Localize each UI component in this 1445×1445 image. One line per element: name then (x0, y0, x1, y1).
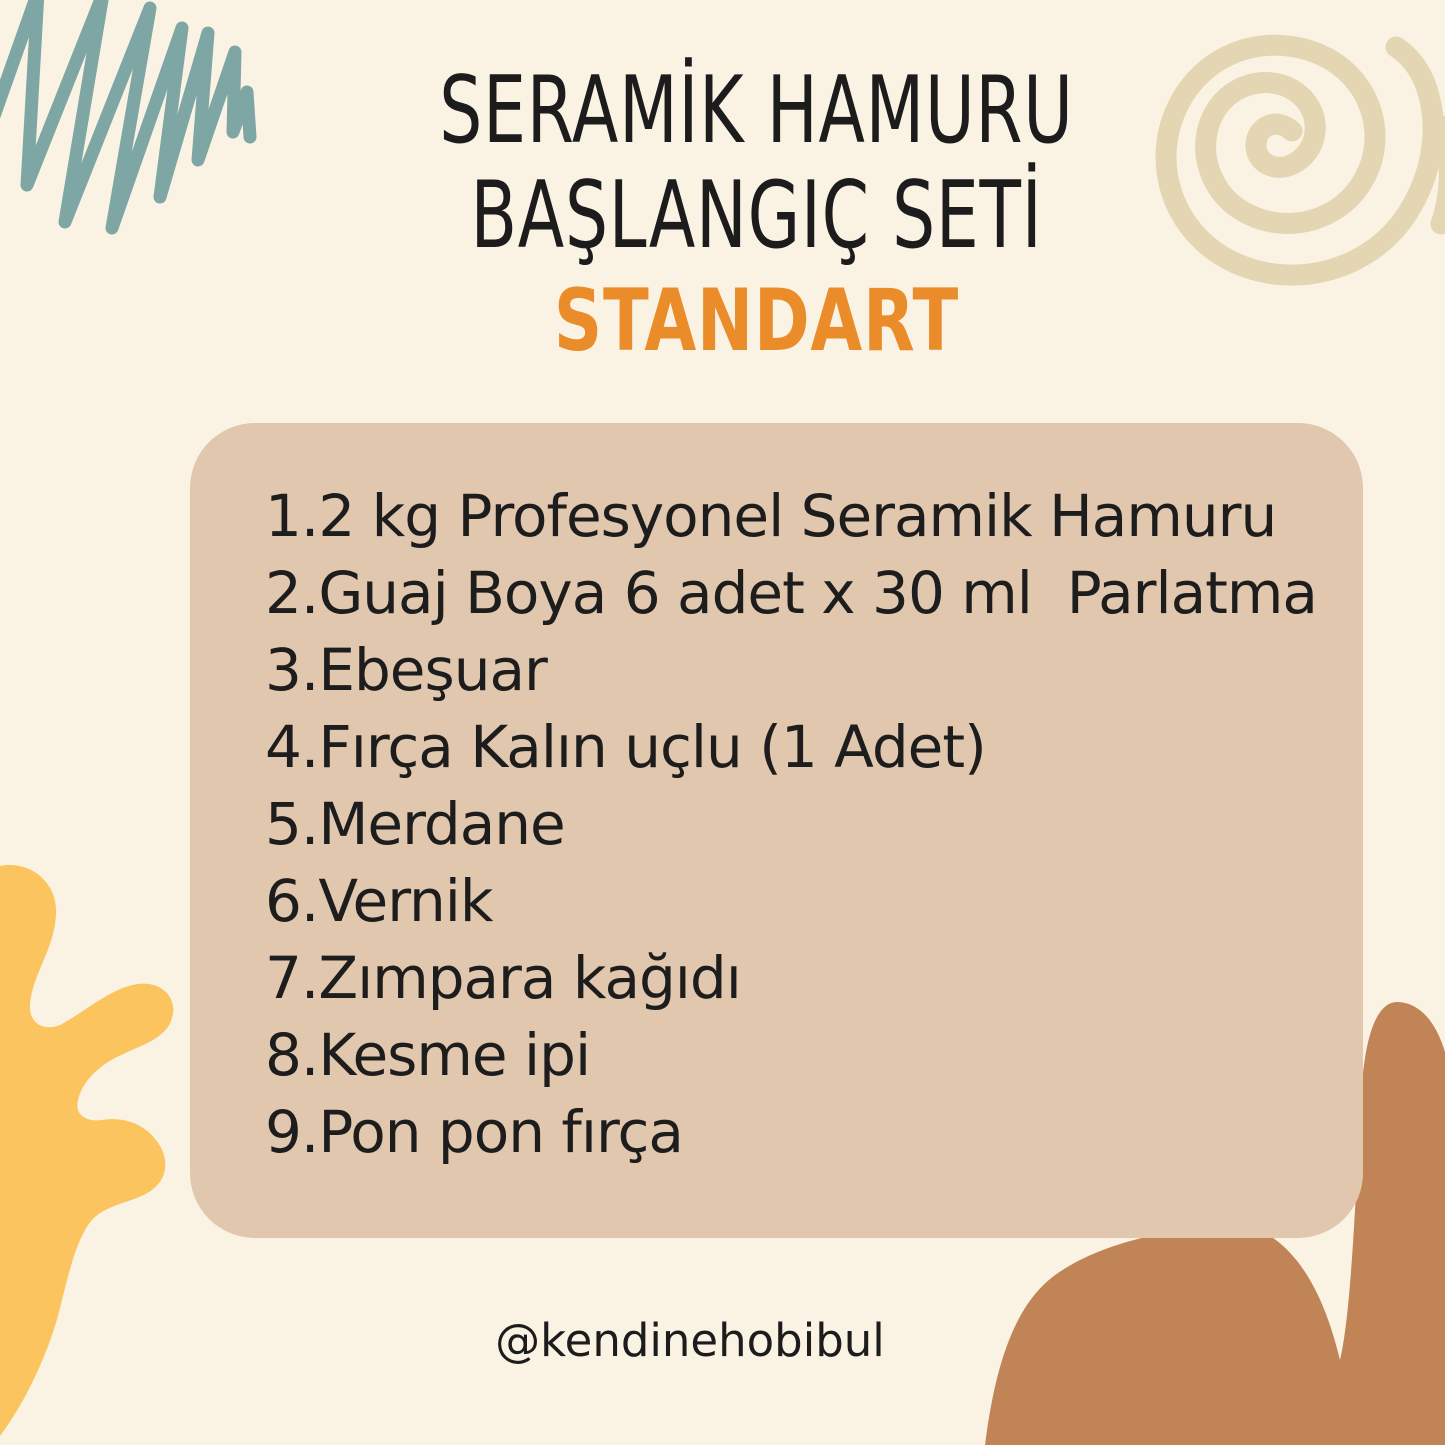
list-item-text: Fırça Kalın uçlu (1 Adet) (318, 712, 986, 781)
list-item (265, 477, 1338, 554)
item-list-panel (190, 423, 1363, 1238)
list-item-number: 6. (265, 866, 319, 935)
list-item (265, 708, 1338, 785)
list-item (265, 1016, 1338, 1093)
title-line-1: SERAMİK HAMURU (439, 56, 1074, 164)
list-item (265, 862, 1338, 939)
list-item-number: 1. (265, 481, 319, 550)
title-line-2: BAŞLANGIÇ SETİ (470, 161, 1043, 269)
variant-label: STANDART (553, 271, 960, 371)
list-item (265, 1093, 1338, 1170)
list-item-number: 2. (265, 558, 319, 627)
list-item-text: 2 kg Profesyonel Seramik Hamuru (318, 481, 1277, 550)
list-item-number: 7. (265, 943, 319, 1012)
list-item-number: 3. (265, 635, 319, 704)
list-item (265, 939, 1338, 1016)
list-item (265, 554, 1338, 631)
list-item-number: 8. (265, 1020, 319, 1089)
list-item-number: 4. (265, 712, 319, 781)
list-item-text: Ebeşuar (318, 635, 547, 704)
list-item-number: 9. (265, 1097, 319, 1166)
social-handle: @kendinehobibul (495, 1314, 885, 1367)
list-item (265, 631, 1338, 708)
title-block (68, 58, 1445, 370)
list-item-text: Pon pon fırça (318, 1097, 683, 1166)
list-item-text: Kesme ipi (318, 1020, 591, 1089)
list-item-text: Vernik (318, 866, 493, 935)
list-item-number: 5. (265, 789, 319, 858)
list-item-text: Merdane (318, 789, 565, 858)
list-item-text: Guaj Boya 6 adet x 30 ml Parlatma (318, 558, 1317, 627)
list-item-text: Zımpara kağıdı (318, 943, 741, 1012)
list-item (265, 785, 1338, 862)
